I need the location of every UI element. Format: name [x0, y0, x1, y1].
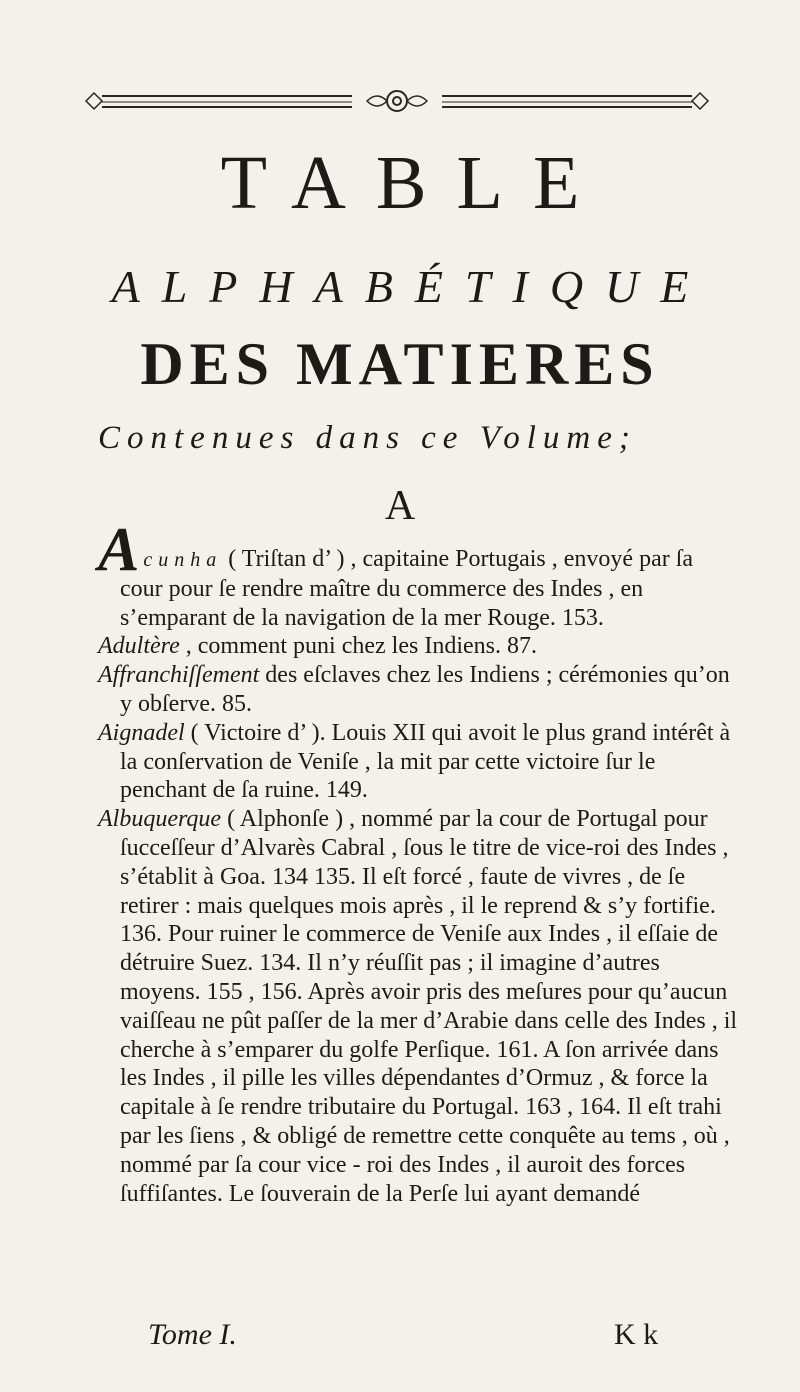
- signature-mark: K k: [614, 1318, 659, 1351]
- entry-text: ( Triſtan d’ ) , capitaine Portugais , envoyé par ſa cour pour ſe rendre maître du commerce des Indes , en s’emparant de la navigation de la mer Rouge. 153.: [120, 546, 694, 631]
- index-entry: [98, 661, 740, 719]
- tome-label: Tome I.: [148, 1318, 237, 1351]
- section-letter: A: [384, 483, 416, 529]
- entry-head: Affranchiſſement: [98, 662, 260, 689]
- title-table: TABLE: [220, 141, 610, 225]
- index-entry: [98, 805, 740, 1208]
- index-entry: [98, 719, 740, 805]
- index-entries: [98, 516, 740, 1208]
- title-contenues: Contenues dans ce Volume;: [98, 420, 637, 456]
- page-footer: [148, 1318, 708, 1352]
- entry-head: Albuquerque: [98, 806, 222, 833]
- index-entry: [98, 516, 740, 632]
- entry-text: , comment puni chez les Indiens. 87.: [179, 633, 537, 660]
- entry-head: Adultère: [98, 633, 180, 660]
- title-alphabetique: ALPHABÉTIQUE: [111, 261, 711, 312]
- entry-text: ( Alphonſe ) , nommé par la cour de Portugal pour ſucceſſeur d’Alvarès Cabral , ſous le titre de vice-roi des Indes , s’établit à Goa. 134 135. Il eſt forcé , faute de vivres , de ſe retirer : mais quelques mois après , il le reprend & s’y fortifie. 136. Pour ruiner le commerce de Veniſe aux Indes , il eſſaie de détruire Suez. 134. Il n’y réuſſit pas ; il imagine d’autres moyens. 155 , 156. Après avoir pris des meſures pour qu’aucun vaiſſeau ne pût paſſer de la mer d’Arabie dans celle des Indes , il cherche à s’emparer du golfe Perſique. 161. A ſon arrivée dans les Indes , il pille les villes dépendantes d’Ormuz , & force la capitale à ſe rendre tributaire du Portugal. 163 , 164. Il eſt trahi par les ſiens , & obligé de remettre cette conquête au tems , où , nommé par ſa cour vice - roi des Indes , il auroit des forces ſuffiſantes. Le ſouverain de la Perſe lui ayant demandé: [120, 806, 738, 1207]
- entry-text: ( Victoire d’ ). Louis XII qui avoit le plus grand intérêt à la conſervation de Veniſe , la mit par cette victoire ſur le penchant de ſa ruine. 149.: [120, 719, 731, 804]
- entry-head: cunha: [143, 549, 223, 571]
- entry-head: Aignadel: [98, 719, 185, 746]
- header-ornament: [82, 88, 712, 114]
- entry-text: des eſclaves chez les Indiens ; cérémonies qu’on y obſerve. 85.: [120, 662, 730, 717]
- title-des-matieres: DES MATIERES: [140, 331, 660, 397]
- drop-cap: A: [98, 516, 140, 584]
- index-entry: [98, 632, 740, 661]
